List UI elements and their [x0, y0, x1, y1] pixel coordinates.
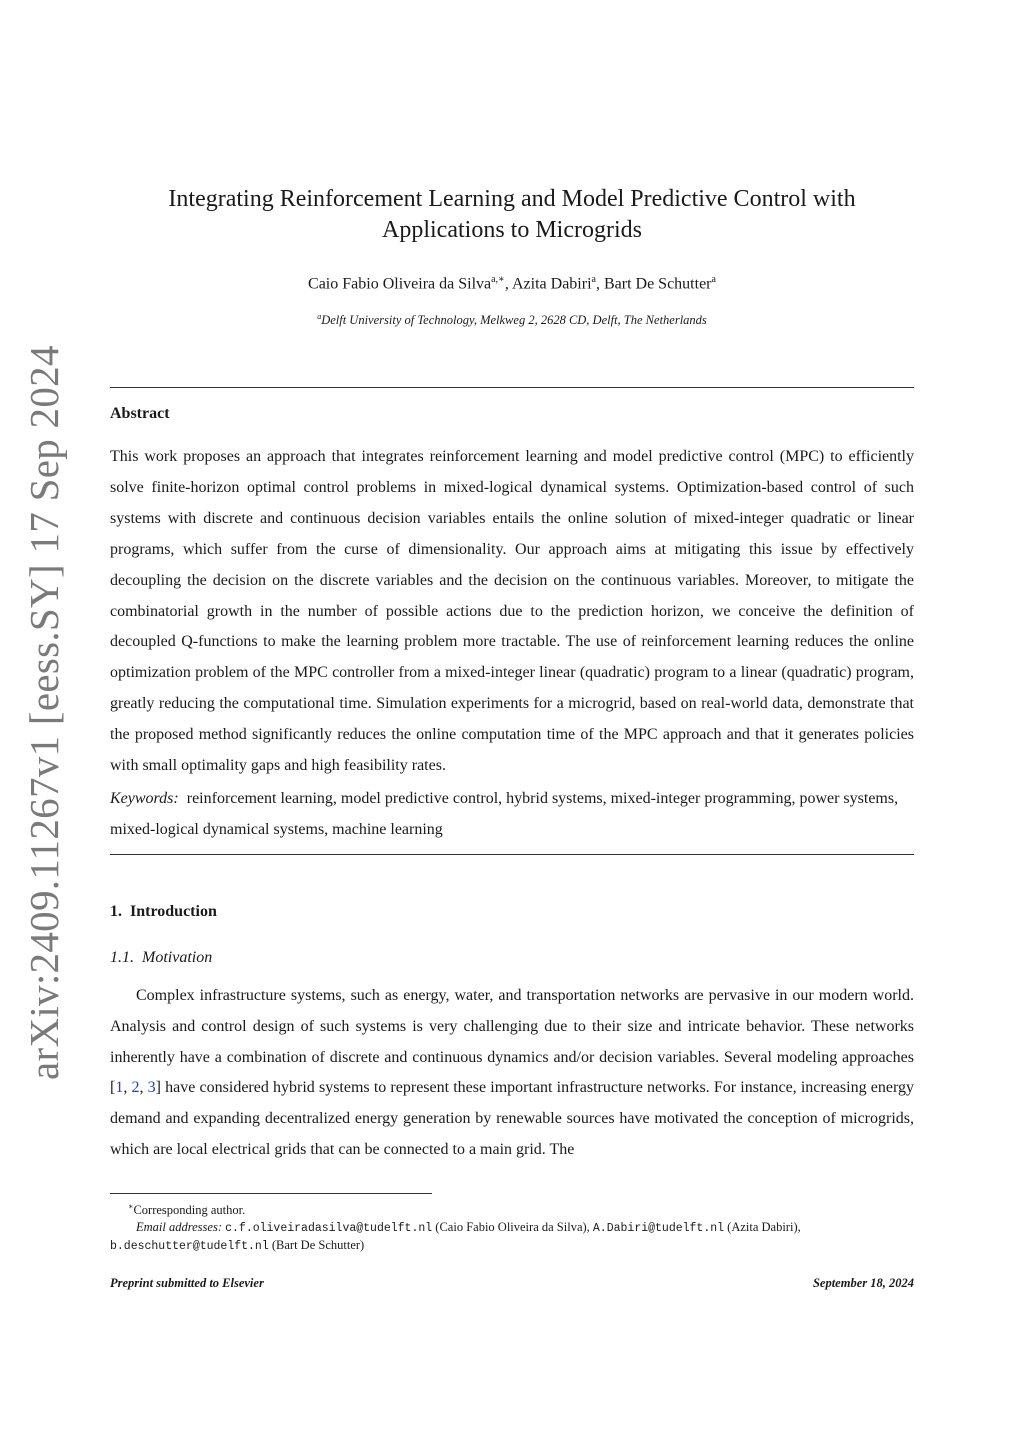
email-addresses-continued — [110, 1237, 914, 1255]
author-name: Bart De Schutter — [603, 275, 712, 293]
citation-link[interactable]: 2 — [131, 1079, 140, 1097]
abstract-text: This work proposes an approach that integrates reinforcement learning and model predictive control (MPC) to efficiently solve finite-horizon optimal control problems in mixed-logical dynamical systems. Optimization-based control of such systems with discrete and continuous decision variables entails the online solution of mixed-integer quadratic or linear programs, which suffer from the curse of dimensionality. Our approach aims at mitigating this issue by effectively decoupling the decision on the discrete variables and the decision on the continuous variables. Moreover, to mitigate the combinatorial growth in the number of possible actions due to the prediction horizon, we conceive the definition of decoupled Q-functions to make the learning problem more tractable. The use of reinforcement learning reduces the online optimization problem of the MPC controller from a mixed-integer linear (quadratic) program to a linear (quadratic) program, greatly reducing the computational time. Simulation experiments for a microgrid, based on real-world data, demonstrate that the proposed method significantly reduces the online computation time of the MPC approach and that it generates policies with small optimality gaps and high feasibility rates. — [110, 448, 914, 775]
author-affiliation-mark: a,∗ — [491, 274, 505, 285]
keywords-text: reinforcement learning, model predictive control, hybrid systems, mixed-integer programming, power systems, mixed-logical dynamical systems, machine learning — [110, 790, 899, 838]
email-address[interactable]: b.deschutter@tudelft.nl — [110, 1240, 269, 1254]
section-heading: 1. Introduction — [110, 903, 217, 920]
paragraph-text: Complex infrastructure systems, such as energy, water, and transportation networks are pervasive in our modern world. Analysis and control design of such systems is very challenging due to their size and intricate behavior. These networks inherently have a combination of discrete and continuous dynamics and/or decision variables. Several modeling approaches [ — [110, 987, 914, 1097]
author-name: Caio Fabio Oliveira da Silva — [308, 275, 492, 293]
citation-link[interactable]: 1 — [115, 1079, 124, 1097]
corresponding-author-text: Corresponding author. — [133, 1203, 246, 1218]
email-owner: (Caio Fabio Oliveira da Silva), — [435, 1220, 590, 1235]
arxiv-identifier-stamp: arXiv:2409.11267v1 [eess.SY] 17 Sep 2024 — [21, 345, 67, 1080]
paper-title: Integrating Reinforcement Learning and Model Predictive Control with Applications to Microgrids — [168, 186, 856, 243]
email-address[interactable]: A.Dabiri@tudelft.nl — [592, 1222, 725, 1236]
subsection-heading: 1.1. Motivation — [110, 949, 213, 966]
email-address[interactable]: c.f.oliveiradasilva@tudelft.nl — [225, 1222, 433, 1236]
citation-link[interactable]: 3 — [147, 1079, 156, 1097]
footer-date: September 18, 2024 — [812, 1276, 914, 1290]
email-label: Email addresses: — [136, 1220, 222, 1235]
keywords — [110, 784, 914, 845]
affiliation-text: Delft University of Technology, Melkweg 2, 2628 CD, Delft, The Netherlands — [321, 313, 707, 328]
abstract-heading: Abstract — [110, 405, 170, 422]
corresponding-author-note — [110, 1198, 914, 1219]
email-owner: (Azita Dabiri), — [727, 1220, 801, 1235]
author-name: Azita Dabiri — [511, 275, 592, 293]
abstract-top-rule — [110, 387, 914, 388]
author-list — [110, 274, 914, 293]
footer-preprint-note: Preprint submitted to Elsevier — [110, 1276, 264, 1290]
footnote-rule — [110, 1193, 432, 1194]
keywords-label: Keywords: — [110, 790, 179, 807]
affiliation — [110, 312, 914, 328]
author-affiliation-mark: a — [711, 274, 716, 285]
author-separator: , — [595, 275, 604, 293]
author-separator: , — [504, 275, 512, 293]
footnote-mark: ∗ — [128, 1202, 134, 1211]
introduction-paragraph: Complex infrastructure systems, such as energy, water, and transportation networks are pervasive in our modern world. Analysis and control design of such systems is very challenging due to their size and intricate behavior. These networks inherently have a combination of discrete and continuous dynamics and/or decision variables. Several modeling approaches [1, 2, 3] have considered hybrid systems to represent these important infrastructure networks. For instance, increasing energy demand and expanding decentralized energy generation by renewable sources have motivated the conception of microgrids, which are local electrical grids that can be connected to a main grid. The — [110, 987, 914, 1158]
abstract-bottom-rule — [110, 854, 914, 855]
footnote — [110, 1198, 914, 1255]
email-addresses — [110, 1219, 914, 1237]
paragraph-text: ] have considered hybrid systems to represent these important infrastructure networks. For instance, increasing energy demand and expanding decentralized energy generation by renewable sources have motivated the conception of microgrids, which are local electrical grids that can be connected to a main grid. The — [110, 1079, 914, 1158]
email-owner: (Bart De Schutter) — [271, 1238, 365, 1253]
author-affiliation-mark: a — [591, 274, 596, 285]
affiliation-mark: a — [317, 312, 322, 321]
